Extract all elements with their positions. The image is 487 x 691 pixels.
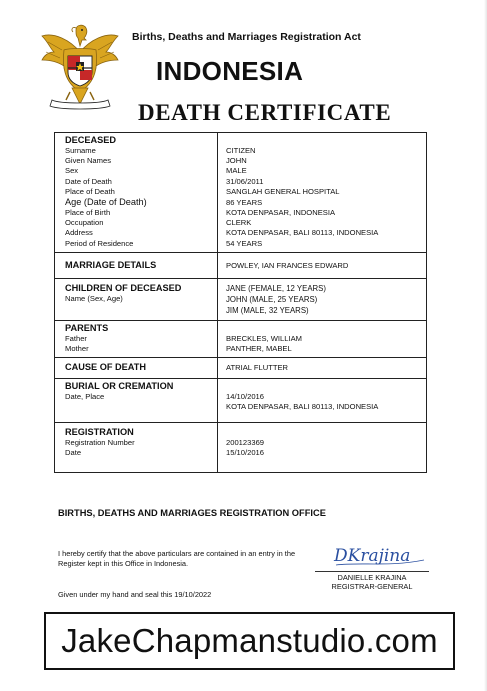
certificate-table xyxy=(54,132,427,473)
registrar-block xyxy=(315,573,429,592)
section-heading: MARRIAGE DETAILS xyxy=(65,259,157,270)
watermark-text: JakeChapmanstudio.com xyxy=(61,622,438,659)
field-value: KOTA DENPASAR, BALI 80113, INDONESIA xyxy=(226,228,379,238)
office-title: BIRTHS, DEATHS AND MARRIAGES REGISTRATION OFFICE xyxy=(58,508,326,518)
field-value: ATRIAL FLUTTER xyxy=(226,363,289,373)
field-label: Name (Sex, Age) xyxy=(65,294,123,304)
section-heading: CHILDREN OF DECEASED xyxy=(65,283,182,294)
field-value: 15/10/2016 xyxy=(226,448,265,458)
certification-statement: I hereby certify that the above particulars are contained in an entry in the Register kept in this Office in Indonesia. xyxy=(58,549,296,568)
field-value: JANE (FEMALE, 12 YEARS) xyxy=(226,284,326,294)
watermark-banner xyxy=(44,612,455,670)
act-title: Births, Deaths and Marriages Registration Act xyxy=(132,31,361,43)
field-value: KOTA DENPASAR, INDONESIA xyxy=(226,208,336,218)
field-value: JIM (MALE, 32 YEARS) xyxy=(226,306,309,316)
registration-section xyxy=(55,423,427,473)
children-section xyxy=(55,279,427,321)
field-value: 14/10/2016 xyxy=(226,391,265,401)
field-label: Mother xyxy=(65,344,89,354)
deceased-section xyxy=(55,133,427,253)
field-label: Father xyxy=(65,334,87,344)
field-value: KOTA DENPASAR, BALI 80113, INDONESIA xyxy=(226,401,379,411)
section-heading: DECEASED xyxy=(65,135,117,145)
field-value: 54 YEARS xyxy=(226,238,263,248)
field-label: Given Names xyxy=(65,156,112,166)
marriage-section xyxy=(55,252,427,278)
parents-section xyxy=(55,321,427,358)
section-heading: CAUSE OF DEATH xyxy=(65,362,146,373)
field-value: MALE xyxy=(226,166,247,176)
registrar-title: REGISTRAR-GENERAL xyxy=(331,582,413,592)
burial-section xyxy=(55,378,427,422)
field-label: Place of Birth xyxy=(65,208,111,218)
section-heading: REGISTRATION xyxy=(65,427,134,438)
registrar-name: DANIELLE KRAJINA xyxy=(337,573,407,582)
field-value: JOHN xyxy=(226,156,247,166)
field-value: JOHN (MALE, 25 YEARS) xyxy=(226,295,318,305)
field-value: PANTHER, MABEL xyxy=(226,344,292,354)
signature-text: DKrajina xyxy=(334,546,411,566)
signature-line xyxy=(315,571,429,572)
field-value: CLERK xyxy=(226,218,252,228)
section-heading: PARENTS xyxy=(65,323,109,334)
field-value: CITIZEN xyxy=(226,146,256,155)
registrar-signature xyxy=(330,540,430,570)
country-title: INDONESIA xyxy=(156,56,304,86)
national-emblem-icon xyxy=(40,22,120,114)
field-label: Date xyxy=(65,448,82,458)
field-label: Date of Death xyxy=(65,176,112,186)
field-label: Address xyxy=(65,228,93,238)
field-value: POWLEY, IAN FRANCES EDWARD xyxy=(226,260,349,270)
field-value: 200123369 xyxy=(226,438,265,448)
field-label: Sex xyxy=(65,166,79,176)
given-under-seal: Given under my hand and seal this 19/10/2022 xyxy=(58,590,212,599)
field-label: Period of Residence xyxy=(65,238,134,248)
field-label: Occupation xyxy=(65,218,104,228)
field-label: Surname xyxy=(65,146,96,155)
field-label: Age (Date of Death) xyxy=(65,197,147,208)
field-value: SANGLAH GENERAL HOSPITAL xyxy=(226,186,340,196)
field-value: BRECKLES, WILLIAM xyxy=(226,334,302,344)
cause-section xyxy=(55,358,427,378)
field-label: Registration Number xyxy=(65,438,135,448)
section-heading: BURIAL OR CREMATION xyxy=(65,380,174,391)
field-value: 86 YEARS xyxy=(226,198,263,208)
field-value: 31/06/2011 xyxy=(226,176,264,186)
field-label: Place of Death xyxy=(65,186,115,196)
document-title: DEATH CERTIFICATE xyxy=(138,100,392,125)
field-label: Date, Place xyxy=(65,391,105,401)
